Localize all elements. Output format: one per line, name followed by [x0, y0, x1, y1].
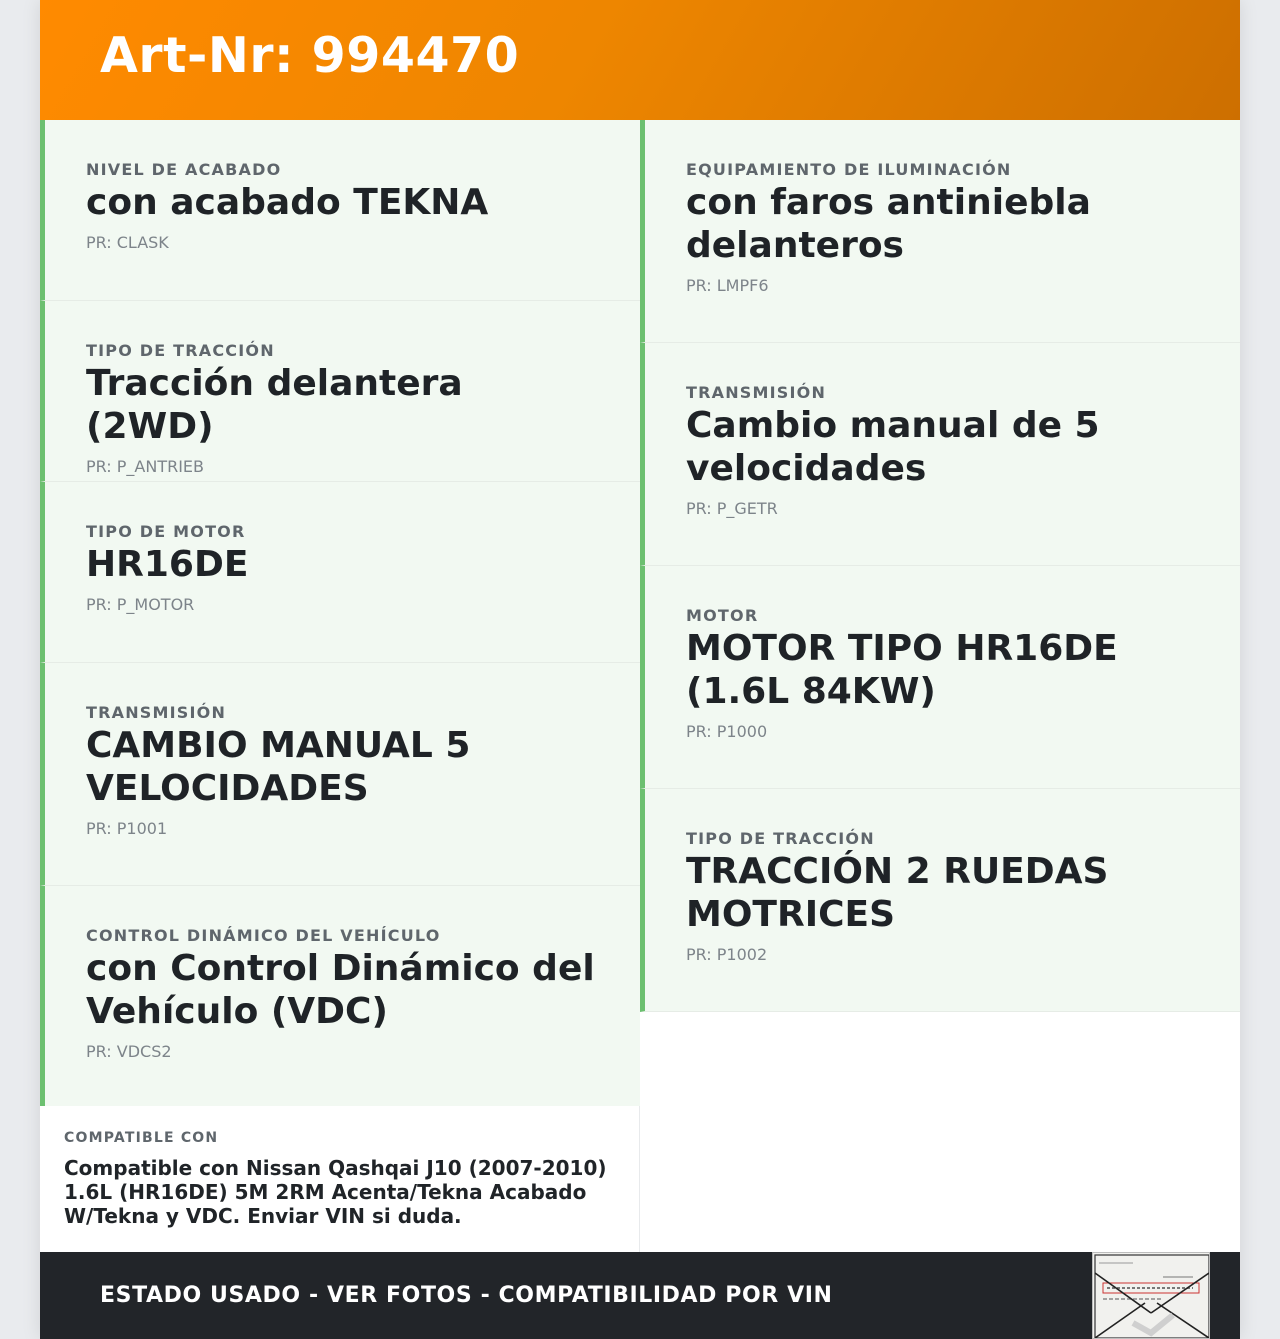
spec-pr-code: PR: P1002: [686, 945, 768, 964]
spec-pr-code: PR: P_ANTRIEB: [86, 457, 205, 476]
spec-pr-code: PR: P1001: [86, 819, 168, 838]
spec-value: con Control Dinámico del Vehículo (VDC): [86, 948, 595, 1032]
spec-card: [40, 482, 640, 663]
spec-value: Tracción delantera (2WD): [86, 363, 463, 447]
spec-label: TRANSMISIÓN: [686, 383, 827, 402]
spec-card: [40, 301, 640, 482]
spec-value: TRACCIÓN 2 RUEDAS MOTRICES: [686, 851, 1109, 935]
footer-bar: [40, 1252, 1240, 1339]
spec-pr-code: PR: P_GETR: [686, 499, 778, 518]
spec-pr-code: PR: CLASK: [86, 233, 169, 252]
spec-label: TIPO DE TRACCIÓN: [86, 341, 275, 360]
spec-value: MOTOR TIPO HR16DE (1.6L 84KW): [686, 628, 1118, 712]
spec-value: con faros antiniebla delanteros: [686, 182, 1091, 266]
footer-status-text: ESTADO USADO - VER FOTOS - COMPATIBILIDAD POR VIN: [100, 1283, 833, 1308]
spec-value: Cambio manual de 5 velocidades: [686, 405, 1100, 489]
spec-card: [640, 566, 1240, 789]
compatibility-text: Compatible con Nissan Qashqai J10 (2007-2010) 1.6L (HR16DE) 5M 2RM Acenta/Tekna Acabado W/Tekna y VDC. Enviar VIN si duda.: [64, 1156, 607, 1228]
spec-label: CONTROL DINÁMICO DEL VEHÍCULO: [86, 926, 441, 945]
spec-label: NIVEL DE ACABADO: [86, 160, 282, 179]
spec-value: CAMBIO MANUAL 5 VELOCIDADES: [86, 725, 471, 809]
spec-label: TIPO DE MOTOR: [86, 522, 246, 541]
right-spec-column: [640, 120, 1240, 1012]
compatibility-box: [40, 1106, 640, 1252]
document-sheet: [40, 0, 1240, 1339]
spec-card: [640, 789, 1240, 1012]
spec-card: [640, 343, 1240, 566]
spec-value: con acabado TEKNA: [86, 182, 489, 223]
spec-card: [40, 120, 640, 301]
spec-card: [640, 120, 1240, 343]
left-spec-column: [40, 120, 640, 1109]
spec-label: TIPO DE TRACCIÓN: [686, 829, 875, 848]
article-number-title: Art-Nr: 994470: [100, 26, 520, 84]
spec-value: HR16DE: [86, 544, 249, 585]
sticker-photo-icon: [1093, 1253, 1210, 1339]
spec-pr-code: PR: VDCS2: [86, 1042, 172, 1061]
spec-pr-code: PR: P_MOTOR: [86, 595, 195, 614]
label-sticker-thumbnail: [1092, 1252, 1210, 1339]
spec-card: [40, 886, 640, 1109]
spec-label: TRANSMISIÓN: [86, 703, 227, 722]
spec-pr-code: PR: LMPF6: [686, 276, 769, 295]
spec-label: EQUIPAMIENTO DE ILUMINACIÓN: [686, 160, 1012, 179]
spec-card: [40, 663, 640, 886]
spec-pr-code: PR: P1000: [686, 722, 768, 741]
header-banner: [40, 0, 1240, 120]
compatibility-label: COMPATIBLE CON: [64, 1130, 219, 1146]
spec-label: MOTOR: [686, 606, 759, 625]
